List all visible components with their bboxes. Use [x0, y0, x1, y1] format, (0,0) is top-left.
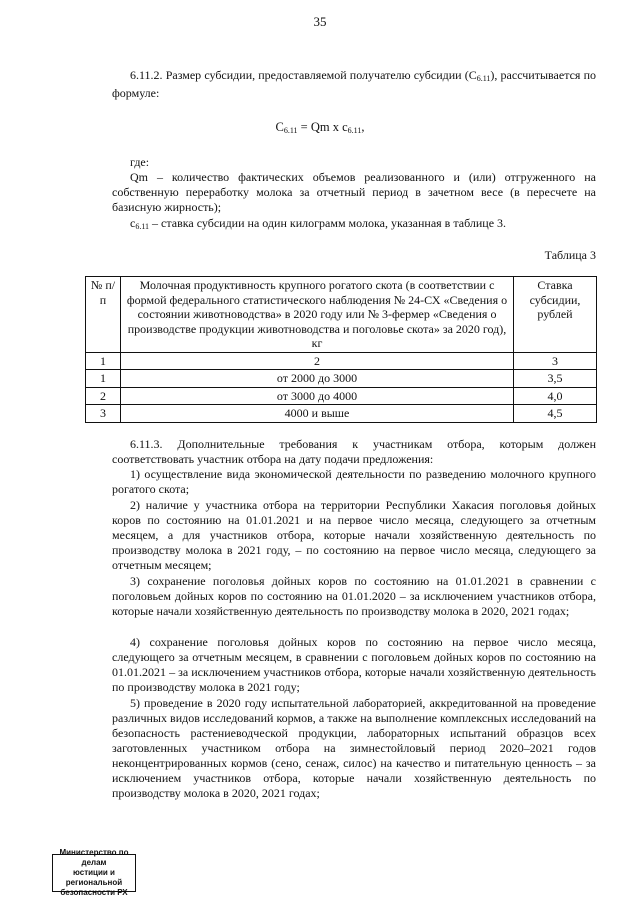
numbering-cell: 1 [86, 352, 121, 370]
header-number: № п/п [86, 277, 121, 353]
requirement-2: 2) наличие у участника отбора на территории Республики Хакасия поголовья дойных коров по состоянию на 01.01.2021 и на первое число месяца, следующего за отчетным месяцем, а для участников отбора, которые начали хозяйственную деятельность по производству молока в 2021 году, – по состоянию на первое число месяца, следующего за отчетным месяцем; [112, 498, 596, 572]
c-text: – ставка субсидии на один килограмм молока, указанная в таблице 3. [149, 216, 507, 230]
c-sub: 6.11 [135, 222, 150, 231]
formula-right-sub: 6.11 [347, 126, 362, 135]
table-row [86, 370, 597, 388]
formula-left: C [275, 120, 284, 134]
table-caption: Таблица 3 [544, 248, 596, 262]
row-rate: 4,5 [514, 405, 597, 423]
stamp-line: Министерство по делам [59, 848, 129, 867]
paragraph-subsidy-size [112, 68, 596, 101]
table-header-row [86, 277, 597, 353]
requirement-4: 4) сохранение поголовья дойных коров по состоянию на первое число месяца, следующего за отчетным месяцем, в сравнении с поголовьем дойных коров по состоянию на 01.01.2021 – за исключением участников отбора, которые начали хозяйственную деятельность по производству молока в 2021 году; [112, 635, 596, 694]
c-symbol: c [130, 216, 136, 230]
formula-left-sub: 6.11 [283, 126, 298, 135]
subsidy-rate-table [85, 276, 597, 423]
table-row [86, 405, 597, 423]
row-productivity: от 2000 до 3000 [121, 370, 514, 388]
subsidy-formula [0, 120, 640, 135]
formula-middle: = Qm x c [297, 120, 348, 134]
where-label: где: [130, 155, 150, 169]
row-productivity: 4000 и выше [121, 405, 514, 423]
p1-text: 6.11.2. Размер субсидии, предоставляемой получателю субсидии (C [130, 68, 477, 82]
row-rate: 4,0 [514, 387, 597, 405]
requirement-3: 3) сохранение поголовья дойных коров по состоянию на 01.01.2021 в сравнении с поголовьем дойных коров по состоянию на 01.01.2020 – за исключением участников отбора, которые начали хозяйственную деятельность по производству молока в 2020, 2021 годах; [112, 574, 596, 618]
c-definition [112, 216, 596, 234]
row-rate: 3,5 [514, 370, 597, 388]
requirement-1: 1) осуществление вида экономической деятельности по разведению молочного крупного рогатого скота; [112, 467, 596, 496]
header-productivity: Молочная продуктивность крупного рогатого скота (в соответствии с формой федерального статистического наблюдения № 24-СХ «Сведения о состоянии животноводства» в 2020 году или № 3-фермер «Сведения о производстве продукции животноводства и поголовье скота» за 2020 год), кг [121, 277, 514, 353]
formula-end: , [361, 120, 365, 134]
header-rate: Ставка субсидии, рублей [514, 277, 597, 353]
row-number: 3 [86, 405, 121, 423]
row-number: 1 [86, 370, 121, 388]
page-number: 35 [313, 14, 327, 29]
p1-sub: 6.11 [476, 74, 491, 83]
paragraph-additional-requirements: 6.11.3. Дополнительные требования к участникам отбора, которым должен соответствовать участник отбора на дату подачи предложения: [112, 437, 596, 466]
numbering-cell: 3 [514, 352, 597, 370]
table-numbering-row [86, 352, 597, 370]
row-productivity: от 3000 до 4000 [121, 387, 514, 405]
qm-definition: Qm – количество фактических объемов реализованного и (или) отгруженного на собственную переработку молока за отчетный период в зачетном весе (в пересчете на базисную жирность); [112, 170, 596, 214]
numbering-cell: 2 [121, 352, 514, 370]
p1-end: ), рассчитывается по формуле: [112, 68, 596, 100]
requirement-5: 5) проведение в 2020 году испытательной лабораторией, аккредитованной на проведение различных видов исследований кормов, а также на выполнение комплексных исследований на безопасность растениеводческой продукции, лабораторных испытаний образцов всех заготовленных участником отбора на зимнестойловый период 2020–2021 годов неконцентрированных кормов (сено, сенаж, силос) на качество и питательную ценность – за исключением участников отбора, которые начали хозяйственную деятельность по производству молока в 2020, 2021 годах; [112, 696, 596, 800]
table-row [86, 387, 597, 405]
stamp-line: безопасности РХ [60, 888, 128, 897]
row-number: 2 [86, 387, 121, 405]
ministry-stamp [52, 848, 136, 897]
stamp-line: юстиции и региональной [65, 868, 123, 887]
